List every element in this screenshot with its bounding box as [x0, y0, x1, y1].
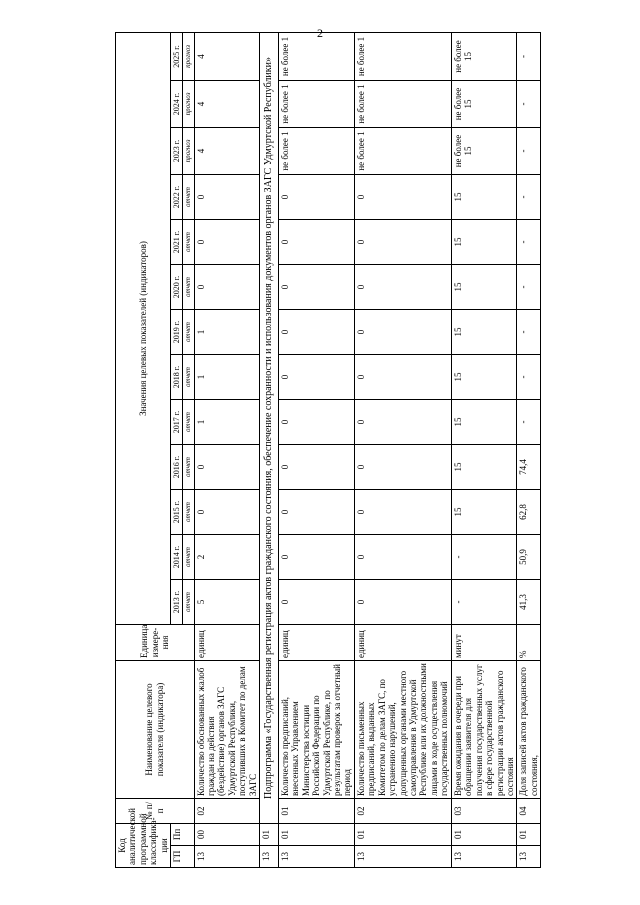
- num-header: № п/п: [116, 799, 195, 824]
- unit-cell: %: [517, 625, 541, 661]
- code-header: Код аналитической программной классифика-ции: [116, 824, 171, 868]
- phase-header: отчет: [183, 175, 194, 220]
- value-cell: -: [517, 355, 541, 400]
- pp-cell: 01: [451, 824, 517, 846]
- value-cell: 0: [354, 220, 451, 265]
- phase-header: отчет: [183, 355, 194, 400]
- value-cell: 74,4: [517, 445, 541, 490]
- value-cell: 4: [194, 32, 260, 80]
- name-header: Наименование целевого показателя (индикатора): [116, 661, 195, 799]
- name-cell: Количество письменных предписаний, выданных Комитетом по делам ЗАГС, по устранению нарушений, допущенных органами местного самоуправления в Удмуртской Республике или их должностными лицами в ходе осуществления государственных полномочий: [354, 661, 451, 799]
- table-row: [278, 32, 354, 867]
- value-cell: 15: [451, 445, 517, 490]
- year-header: 2015 г.: [171, 490, 183, 535]
- year-header: 2020 г.: [171, 265, 183, 310]
- year-header: 2023 г.: [171, 128, 183, 175]
- pp-header: Пп: [171, 824, 194, 846]
- phase-header: отчет: [183, 580, 194, 625]
- value-cell: 41,3: [517, 580, 541, 625]
- value-cell: 0: [354, 175, 451, 220]
- gp-cell: 13: [194, 846, 260, 868]
- pp-cell: 01: [260, 824, 279, 846]
- table-row: [451, 32, 517, 867]
- value-cell: 0: [194, 265, 260, 310]
- value-cell: 0: [278, 220, 354, 265]
- values-header: Значения целевых показателей (индикаторов): [116, 32, 171, 624]
- value-cell: 0: [354, 445, 451, 490]
- value-cell: 62,8: [517, 490, 541, 535]
- value-cell: 0: [354, 490, 451, 535]
- value-cell: 0: [278, 400, 354, 445]
- gp-header: ГП: [171, 846, 194, 868]
- value-cell: -: [517, 400, 541, 445]
- value-cell: -: [517, 175, 541, 220]
- gp-cell: 13: [517, 846, 541, 868]
- phase-header: отчет: [183, 310, 194, 355]
- value-cell: -: [451, 535, 517, 580]
- value-cell: -: [517, 128, 541, 175]
- phase-header: отчет: [183, 265, 194, 310]
- gp-cell: 13: [278, 846, 354, 868]
- value-cell: 0: [194, 490, 260, 535]
- value-cell: не более 15: [451, 128, 517, 175]
- value-cell: 15: [451, 310, 517, 355]
- unit-header: Единица измере-ния: [116, 625, 195, 661]
- value-cell: -: [517, 265, 541, 310]
- header-row-1: [116, 32, 171, 867]
- value-cell: 0: [278, 445, 354, 490]
- year-header: 2022 г.: [171, 175, 183, 220]
- value-cell: 0: [354, 400, 451, 445]
- table-row: [517, 32, 541, 867]
- year-header: 2018 г.: [171, 355, 183, 400]
- table-body: [194, 32, 541, 867]
- value-cell: 15: [451, 220, 517, 265]
- value-cell: не более 1: [354, 81, 451, 128]
- phase-header: прогноз: [183, 128, 194, 175]
- value-cell: 0: [278, 580, 354, 625]
- year-header: 2025 г.: [171, 32, 183, 80]
- num-cell: 02: [354, 799, 451, 824]
- value-cell: не более 15: [451, 81, 517, 128]
- indicator-table: [115, 32, 541, 868]
- value-cell: не более 1: [278, 81, 354, 128]
- name-cell: Количество предписаний, внесенных Управлением Министерства юстиции Российской Федерации по Удмуртской Республике, по результатам проверок за отчетный период: [278, 661, 354, 799]
- value-cell: не более 15: [451, 32, 517, 80]
- pp-cell: 01: [517, 824, 541, 846]
- value-cell: 0: [354, 355, 451, 400]
- phase-header: прогноз: [183, 32, 194, 80]
- name-cell: Время ожидания в очереди при обращении заявителя для получения государственных услуг в сфере государственной регистрации актов гражданского состояния: [451, 661, 517, 799]
- value-cell: -: [451, 580, 517, 625]
- year-header: 2013 г.: [171, 580, 183, 625]
- phase-header: отчет: [183, 400, 194, 445]
- value-cell: 0: [278, 175, 354, 220]
- value-cell: 1: [194, 355, 260, 400]
- year-header: 2019 г.: [171, 310, 183, 355]
- year-header: 2021 г.: [171, 220, 183, 265]
- gp-cell: 13: [451, 846, 517, 868]
- value-cell: 0: [278, 535, 354, 580]
- value-cell: 0: [354, 310, 451, 355]
- rotated-table-wrapper: [115, 33, 580, 868]
- gp-cell: 13: [354, 846, 451, 868]
- value-cell: 0: [354, 265, 451, 310]
- year-header: 2017 г.: [171, 400, 183, 445]
- value-cell: 0: [354, 535, 451, 580]
- page-number: 2: [317, 26, 323, 40]
- value-cell: 0: [278, 490, 354, 535]
- table-row: [354, 32, 451, 867]
- year-header: 2024 г.: [171, 81, 183, 128]
- value-cell: не более 1: [278, 128, 354, 175]
- year-header: 2014 г.: [171, 535, 183, 580]
- num-cell: 04: [517, 799, 541, 824]
- value-cell: 15: [451, 265, 517, 310]
- phase-header: отчет: [183, 220, 194, 265]
- value-cell: не более 1: [354, 128, 451, 175]
- value-cell: 0: [278, 355, 354, 400]
- value-cell: 0: [194, 175, 260, 220]
- value-cell: 2: [194, 535, 260, 580]
- num-cell: 03: [451, 799, 517, 824]
- subprogram-row: [260, 32, 279, 867]
- year-header: 2016 г.: [171, 445, 183, 490]
- pp-cell: 00: [194, 824, 260, 846]
- unit-cell: единиц: [354, 625, 451, 661]
- phase-header: отчет: [183, 535, 194, 580]
- value-cell: не более 1: [354, 32, 451, 80]
- value-cell: 15: [451, 355, 517, 400]
- value-cell: 0: [354, 580, 451, 625]
- value-cell: 15: [451, 175, 517, 220]
- pp-cell: 01: [278, 824, 354, 846]
- value-cell: 0: [194, 220, 260, 265]
- value-cell: 0: [278, 265, 354, 310]
- unit-cell: единиц: [194, 625, 260, 661]
- value-cell: 50,9: [517, 535, 541, 580]
- value-cell: -: [517, 310, 541, 355]
- name-cell: Количество обоснованных жалоб граждан на действия (бездействие) органов ЗАГС Удмуртской Республики, поступивших в Комитет по делам ЗАГС: [194, 661, 260, 799]
- value-cell: 4: [194, 81, 260, 128]
- value-cell: -: [517, 81, 541, 128]
- unit-cell: минут: [451, 625, 517, 661]
- value-cell: 1: [194, 310, 260, 355]
- name-cell: Доля записей актов гражданского состояния,: [517, 661, 541, 799]
- num-cell: 01: [278, 799, 354, 824]
- value-cell: не более 1: [278, 32, 354, 80]
- gp-cell: 13: [260, 846, 279, 868]
- pp-cell: 01: [354, 824, 451, 846]
- value-cell: 15: [451, 490, 517, 535]
- value-cell: 4: [194, 128, 260, 175]
- value-cell: 5: [194, 580, 260, 625]
- unit-cell: единиц: [278, 625, 354, 661]
- value-cell: 15: [451, 400, 517, 445]
- phase-header: отчет: [183, 445, 194, 490]
- value-cell: 1: [194, 400, 260, 445]
- value-cell: -: [517, 220, 541, 265]
- phase-header: прогноз: [183, 81, 194, 128]
- value-cell: -: [517, 32, 541, 80]
- value-cell: 0: [278, 310, 354, 355]
- table-row: [194, 32, 260, 867]
- phase-header: отчет: [183, 490, 194, 535]
- subprogram-title: Подпрограмма «Государственная регистрация актов гражданского состояния, обеспечение сохранности и использования документов органов ЗАГС Удмуртской Республики»: [260, 32, 279, 823]
- num-cell: 02: [194, 799, 260, 824]
- value-cell: 0: [194, 445, 260, 490]
